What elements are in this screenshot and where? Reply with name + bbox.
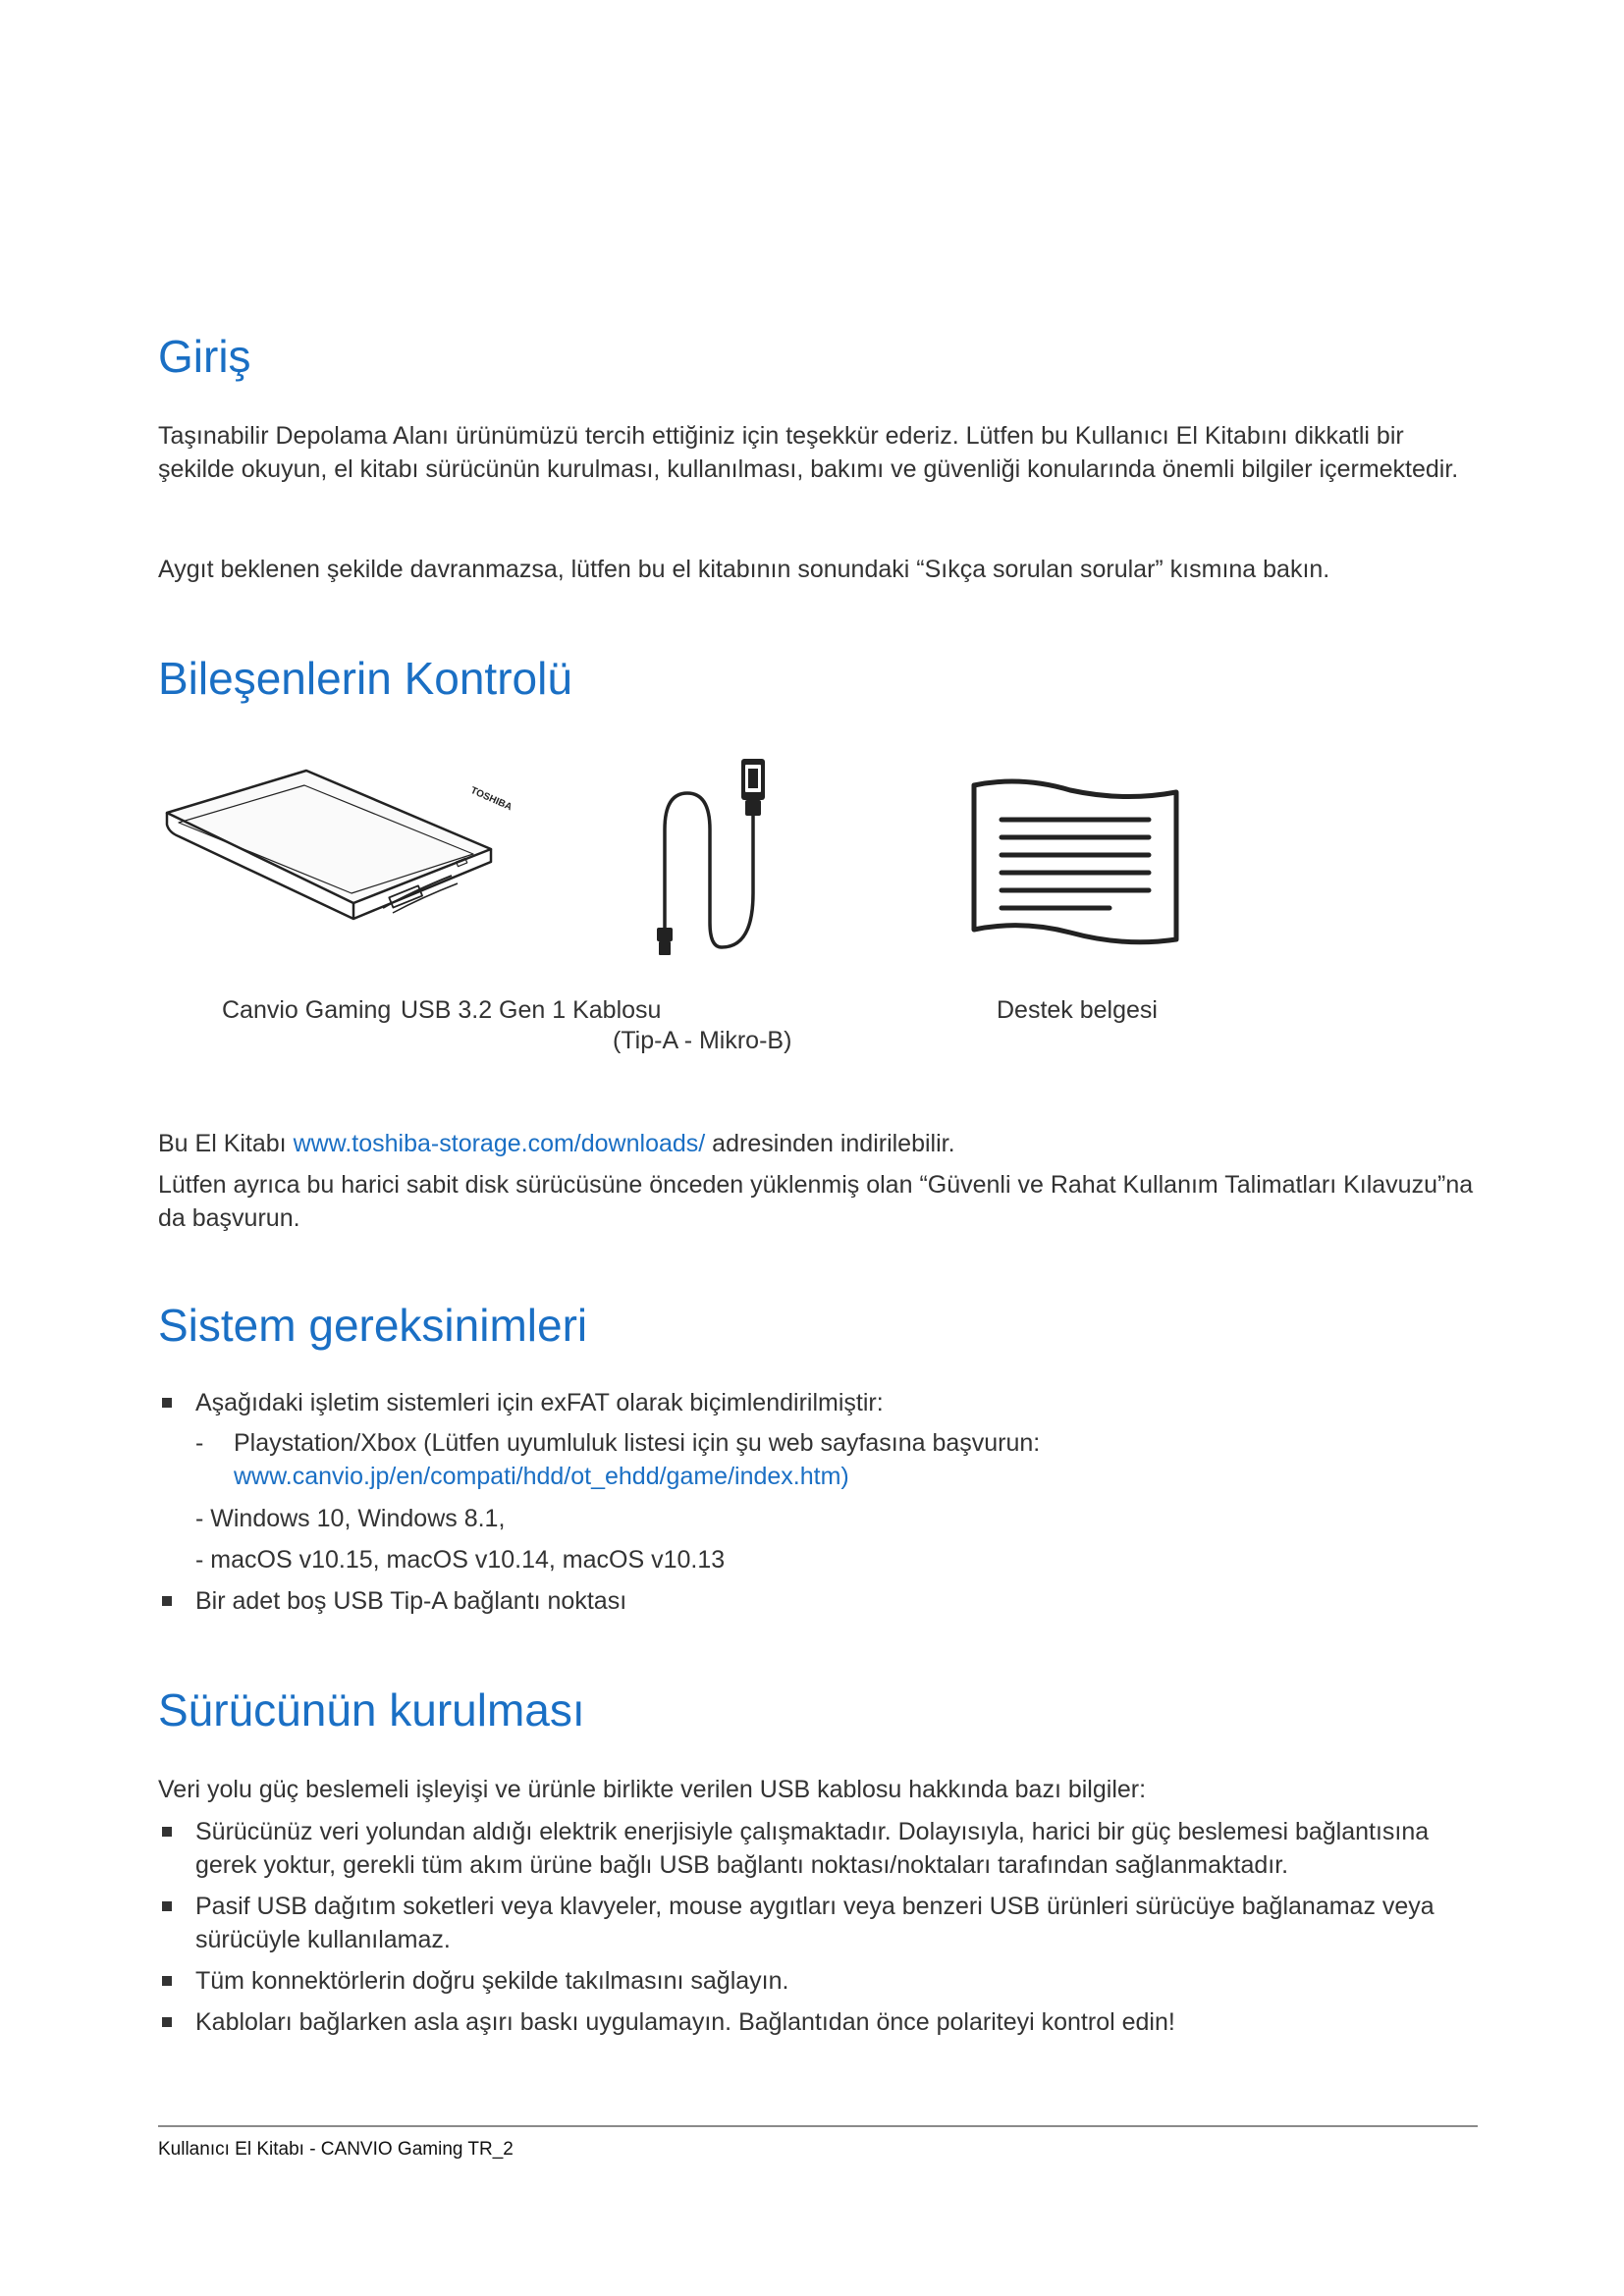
intro-heading: Giriş bbox=[158, 331, 251, 382]
hard-drive-illustration bbox=[157, 766, 501, 952]
page-footer: Kullanıcı El Kitabı - CANVIO Gaming TR_2 bbox=[158, 2139, 514, 2160]
bullet-marker bbox=[162, 1901, 172, 1911]
installation-intro: Veri yolu güç beslemeli işleyişi ve ürünle birlikte verilen USB kablosu hakkında bazı bilgiler: bbox=[158, 1776, 1147, 1803]
install-bullet: Pasif USB dağıtım soketleri veya klavyeler, mouse aygıtları veya benzeri USB ürünleri sürücüye bağlanamaz veya sürücüyle kullanılamaz. bbox=[158, 1890, 1479, 1956]
cable-caption-line1: USB 3.2 Gen 1 Kablosu bbox=[401, 996, 662, 1024]
cable-caption-line2: (Tip-A - Mikro-B) bbox=[613, 1027, 792, 1054]
intro-paragraph: Taşınabilir Depolama Alanı ürünümüzü tercih ettiğiniz için teşekkür ederiz. Lütfen bu Kullanıcı El Kitabını dikkatli bir şekilde okuyun, el kitabı sürücünün kurulması, kullanılması, bakımı ve güvenliği konularında önemli bilgiler içermektedir. bbox=[158, 422, 1459, 483]
download-suffix: adresinden indirilebilir. bbox=[705, 1130, 955, 1157]
requirement-os-bullet: Aşağıdaki işletim sistemleri için exFAT olarak biçimlendirilmiştir: bbox=[158, 1386, 1479, 1419]
drive-caption: Canvio Gaming bbox=[222, 996, 392, 1024]
install-bullet: Sürücünüz veri yolundan aldığı elektrik enerjisiyle çalışmaktadır. Dolayısıyla, harici bir güç beslemesi bağlantısına gerek yoktur, gerekli tüm akım ürüne bağlı USB bağlantı noktası/noktaları tarafından sağlanmaktadır. bbox=[158, 1815, 1479, 1882]
playstation-xbox-item: Playstation/Xbox (Lütfen uyumluluk listesi için şu web sayfasına başvurun: bbox=[234, 1429, 1041, 1457]
compatibility-list-link[interactable]: www.canvio.jp/en/compati/hdd/ot_ehdd/game/index.htm bbox=[234, 1463, 841, 1490]
download-prefix: Bu El Kitabı bbox=[158, 1130, 294, 1157]
installation-heading: Sürücünün kurulması bbox=[158, 1684, 585, 1735]
compatibility-link-line bbox=[234, 1460, 849, 1493]
downloads-link[interactable]: www.toshiba-storage.com/downloads/ bbox=[293, 1130, 706, 1157]
support-document-illustration bbox=[962, 771, 1188, 957]
system-requirements-heading: Sistem gereksinimleri bbox=[158, 1300, 588, 1351]
usb-cable-illustration bbox=[643, 756, 800, 977]
macos-item: - macOS v10.15, macOS v10.14, macOS v10.13 bbox=[195, 1546, 726, 1574]
bullet-marker bbox=[162, 1398, 172, 1408]
requirement-usb-bullet: Bir adet boş USB Tip-A bağlantı noktası bbox=[158, 1584, 1479, 1618]
bullet-marker bbox=[162, 1596, 172, 1606]
install-bullet: Tüm konnektörlerin doğru şekilde takılmasını sağlayın. bbox=[158, 1964, 1479, 1998]
bullet-marker bbox=[162, 2017, 172, 2027]
compatibility-link-close: ) bbox=[840, 1463, 849, 1490]
windows-item: - Windows 10, Windows 8.1, bbox=[195, 1505, 506, 1532]
safety-guide-note: Lütfen ayrıca bu harici sabit disk sürücüsüne önceden yüklenmiş olan “Güvenli ve Rahat Kullanım Talimatları Kılavuzu”na da başvurun. bbox=[158, 1171, 1474, 1232]
bullet-marker bbox=[162, 1976, 172, 1986]
dash-marker: - bbox=[195, 1429, 204, 1457]
footer-divider bbox=[158, 2125, 1478, 2127]
faq-reference-paragraph: Aygıt beklenen şekilde davranmazsa, lütfen bu el kitabının sonundaki “Sıkça sorulan sorular” kısmına bakın. bbox=[158, 556, 1330, 583]
bullet-marker bbox=[162, 1827, 172, 1837]
drive-logo-text: TOSHIBA bbox=[468, 785, 514, 814]
download-line bbox=[158, 1127, 955, 1160]
components-heading: Bileşenlerin Kontrolü bbox=[158, 653, 572, 704]
install-bullet: Kabloları bağlarken asla aşırı baskı uygulamayın. Bağlantıdan önce polariteyi kontrol edin! bbox=[158, 2005, 1479, 2039]
document-caption: Destek belgesi bbox=[997, 996, 1158, 1024]
